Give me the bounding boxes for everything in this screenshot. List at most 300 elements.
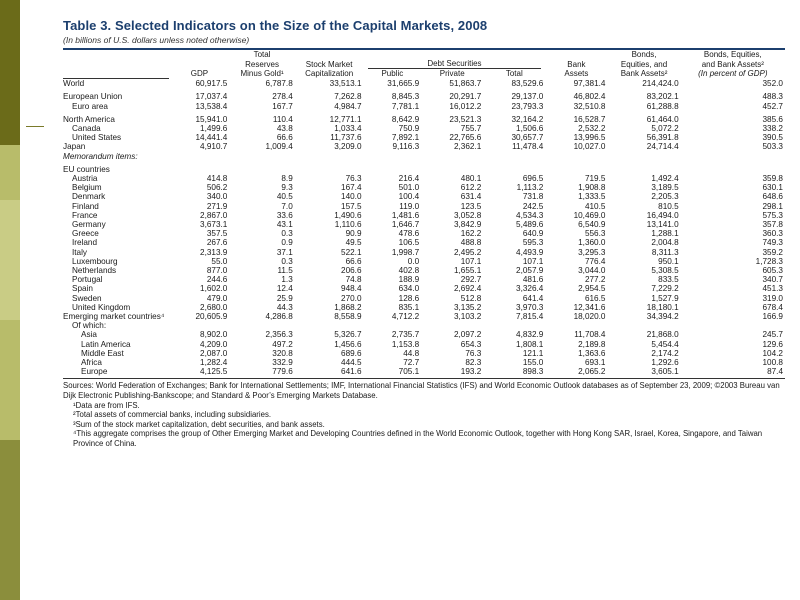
table-row (63, 115, 785, 124)
row-label: Ireland (72, 238, 98, 248)
table-cell: 43.1 (276, 219, 293, 229)
table-cell: 3,295.3 (578, 247, 606, 257)
table-cell: 61,288.8 (646, 101, 679, 111)
footnotes (63, 378, 785, 448)
header-bonds: Bank Assets² (620, 69, 668, 79)
table-cell: 0.3 (281, 256, 293, 266)
table-row (63, 183, 785, 192)
table-row (63, 275, 785, 284)
table-cell: 2,004.8 (651, 238, 679, 248)
table-cell: 33,513.1 (329, 78, 362, 88)
table-cell: 3,673.1 (200, 219, 228, 229)
table-cell: 319.0 (762, 293, 783, 303)
table-cell: 503.3 (762, 142, 783, 152)
table-cell: 104.2 (762, 348, 783, 358)
table-cell: 12,771.1 (329, 114, 362, 124)
table-cell: 25.9 (276, 293, 293, 303)
table-cell: 61,464.0 (646, 114, 679, 124)
table-cell: 2,867.0 (200, 210, 228, 220)
table-cell: 270.0 (341, 293, 362, 303)
footnote-2: ²Total assets of commercial banks, including subsidiaries. (73, 410, 272, 420)
table-cell: 8,642.9 (391, 114, 420, 124)
table-cell: 271.9 (206, 201, 228, 211)
table-cell: 340.0 (206, 192, 228, 202)
row-label: Spain (72, 284, 93, 294)
table-cell: 616.5 (584, 293, 606, 303)
table-cell: 1,360.0 (578, 238, 606, 248)
table-cell: 2,174.2 (651, 348, 679, 358)
table-row (63, 340, 785, 349)
table-cell: 18,020.0 (573, 311, 606, 321)
table-cell: 359.8 (762, 173, 783, 183)
header-private: Private (439, 69, 465, 79)
table-cell: 2,189.8 (578, 339, 606, 349)
section-label: Memorandum items: (63, 151, 138, 161)
table-title: Table 3. Selected Indicators on the Size of the Capital Markets, 2008 (63, 18, 488, 33)
table-cell: 654.3 (460, 339, 482, 349)
table-cell: 298.1 (762, 201, 783, 211)
table-cell: 1,481.6 (391, 210, 420, 220)
table-cell: 630.1 (762, 183, 783, 193)
table-cell: 451.3 (762, 284, 783, 294)
row-label: Germany (72, 219, 106, 229)
table-cell: 242.5 (522, 201, 544, 211)
table-cell: 51,863.7 (449, 78, 482, 88)
row-label: Emerging market countries⁴ (63, 311, 165, 321)
table-cell: 3,209.0 (334, 142, 362, 152)
table-cell: 3,326.4 (516, 284, 544, 294)
row-label: Euro area (72, 101, 108, 111)
table-cell: 4,125.5 (200, 367, 228, 377)
table-cell: 83,202.1 (646, 92, 679, 102)
table-cell: 835.1 (398, 302, 420, 312)
table-cell: 157.5 (341, 201, 362, 211)
table-cell: 18,180.1 (646, 302, 679, 312)
table-cell: 7,229.2 (651, 284, 679, 294)
header-bonds-gdp: (In percent of GDP) (698, 69, 768, 79)
table-cell: 705.1 (398, 367, 420, 377)
table-cell: 87.4 (767, 367, 783, 377)
table-cell: 9,116.3 (392, 142, 420, 152)
footnote-sources: Sources: World Federation of Exchanges; Bank for International Settlements; IMF, International Financial Statistics (IFS) and World Economic Outlook databases as of September 23, 2009; ©2003 Bureau van Dijk Electronic Publishing-Bankscope; and Standard & Poor’s Emerging Markets Database. (63, 381, 780, 400)
table-cell: 1,333.5 (578, 192, 606, 202)
header-bonds-gdp: and Bank Assets² (701, 60, 764, 70)
table-cell: 244.6 (206, 275, 228, 285)
row-label: Sweden (72, 293, 102, 303)
table-cell: 444.5 (341, 358, 362, 367)
table-cell: 612.2 (460, 183, 482, 193)
table-cell: 20,291.7 (449, 92, 482, 102)
row-label: Luxembourg (72, 256, 118, 266)
table-cell: 2,735.7 (391, 330, 420, 340)
table-cell: 5,326.7 (334, 330, 362, 340)
table-cell: 497.2 (272, 339, 293, 349)
table-cell: 749.3 (762, 238, 783, 248)
table-document (63, 18, 785, 449)
header-reserves: Total (253, 50, 271, 59)
table-cell: 1,288.1 (651, 229, 679, 239)
table-cell: 76.3 (345, 173, 362, 183)
table-cell: 29,137.0 (511, 92, 544, 102)
section-label-row (63, 165, 785, 174)
table-cell: 575.3 (762, 210, 783, 220)
table-cell: 4,534.3 (516, 210, 544, 220)
table-cell: 40.5 (276, 192, 293, 202)
table-cell: 8,558.9 (334, 311, 362, 321)
table-cell: 1,527.9 (651, 293, 679, 303)
table-cell: 167.7 (272, 101, 293, 111)
table-cell: 512.8 (460, 293, 482, 303)
table-cell: 320.8 (272, 348, 293, 358)
table-cell: 9.3 (281, 183, 293, 193)
row-label: Belgium (72, 183, 102, 193)
footnote-4: ⁴This aggregate comprises the group of Other Emerging Market and Developing Countries defined in the World Economic Outlook, together with Hong Kong SAR, Israel, Korea, Singapore, and Taiwan Province of China. (73, 429, 763, 448)
row-label: Netherlands (72, 265, 117, 275)
table-cell: 140.0 (341, 192, 362, 202)
table-cell: 121.1 (522, 348, 544, 358)
table-cell: 522.1 (341, 247, 362, 257)
table-cell: 3,135.2 (453, 302, 482, 312)
table-cell: 1,009.4 (265, 142, 293, 152)
table-row (63, 202, 785, 211)
row-label: North America (63, 114, 115, 124)
table-cell: 338.2 (762, 123, 783, 133)
table-cell: 1,363.6 (578, 348, 606, 358)
table-row (63, 220, 785, 229)
table-cell: 2,532.2 (578, 123, 606, 133)
table-cell: 123.5 (460, 201, 482, 211)
table-cell: 13,141.0 (646, 219, 679, 229)
table-cell: 4,712.2 (391, 311, 420, 321)
table-cell: 360.3 (762, 229, 783, 239)
table-cell: 5,489.6 (516, 219, 544, 229)
section-label-row (63, 152, 785, 161)
table-cell: 7,781.1 (391, 101, 420, 111)
table-cell: 15,941.0 (195, 114, 228, 124)
table-row (63, 312, 785, 321)
table-cell: 277.2 (584, 275, 606, 285)
table-cell: 750.9 (398, 123, 420, 133)
table-cell: 1,292.6 (651, 358, 679, 367)
table-cell: 4,984.7 (334, 101, 362, 111)
table-cell: 877.0 (206, 265, 228, 275)
table-cell: 166.9 (762, 311, 783, 321)
table-cell: 16,012.2 (449, 101, 482, 111)
table-cell: 641.6 (341, 367, 362, 377)
table-cell: 55.0 (211, 256, 228, 266)
table-subtitle: (In billions of U.S. dollars unless noted otherwise) (63, 35, 250, 45)
table-cell: 731.8 (522, 192, 544, 202)
table-cell: 6,787.8 (265, 78, 293, 88)
table-row (63, 102, 785, 111)
footnote-1: ¹Data are from IFS. (73, 400, 140, 410)
table-cell: 1,110.6 (334, 219, 362, 229)
table-row (63, 229, 785, 238)
header-row-1 (63, 50, 785, 59)
header-stock: Stock Market (305, 60, 353, 70)
header-debt-group: Debt Securities (364, 59, 546, 69)
table-row (63, 142, 785, 151)
table-cell: 32,164.2 (511, 114, 544, 124)
header-row-2 (63, 59, 785, 69)
table-row (63, 124, 785, 133)
table-cell: 10,469.0 (573, 210, 606, 220)
table-cell: 11,737.6 (330, 133, 362, 143)
row-label: Latin America (81, 339, 131, 349)
table-body (63, 79, 785, 377)
table-cell: 678.4 (762, 302, 783, 312)
table-cell: 43.8 (276, 123, 293, 133)
table-cell: 1,499.6 (200, 123, 228, 133)
table-cell: 352.0 (762, 78, 783, 88)
header-stock: Capitalization (305, 69, 354, 79)
table-cell: 107.1 (460, 256, 482, 266)
table-cell: 1,728.3 (755, 256, 783, 266)
table-cell: 719.5 (584, 173, 606, 183)
table-cell: 17,037.4 (195, 92, 228, 102)
footnote-3: ³Sum of the stock market capitalization, debt securities, and bank assets. (73, 419, 325, 429)
table-cell: 755.7 (460, 123, 482, 133)
table-cell: 1,602.0 (200, 284, 228, 294)
table-cell: 7,262.8 (334, 92, 362, 102)
table-cell: 1,868.2 (334, 302, 362, 312)
table-cell: 216.4 (398, 173, 420, 183)
table-cell: 34,394.2 (646, 311, 679, 321)
table-cell: 1,282.4 (200, 358, 228, 367)
table-cell: 3,189.5 (651, 183, 679, 193)
table-cell: 2,680.0 (200, 302, 228, 312)
table-cell: 0.0 (407, 256, 420, 266)
table-cell: 119.0 (399, 201, 420, 211)
row-label: European Union (63, 92, 123, 102)
table-cell: 1,808.1 (516, 339, 544, 349)
header-reserves: Minus Gold¹ (240, 69, 284, 79)
table-cell: 641.4 (522, 293, 544, 303)
table-cell: 776.4 (584, 256, 606, 266)
table-cell: 479.0 (206, 293, 228, 303)
table-cell: 16,528.7 (573, 114, 606, 124)
table-cell: 390.5 (762, 133, 783, 143)
table-cell: 3,842.9 (453, 219, 482, 229)
table-row (63, 303, 785, 312)
table-cell: 2,205.3 (651, 192, 679, 202)
table-cell: 5,308.5 (651, 265, 679, 275)
table-row (63, 79, 785, 89)
table-cell: 5,072.2 (651, 123, 679, 133)
table-cell: 56,391.8 (646, 133, 679, 143)
table-row (63, 211, 785, 220)
table-cell: 1,113.2 (516, 183, 544, 193)
table-cell: 414.8 (206, 173, 228, 183)
table-cell: 452.7 (762, 101, 783, 111)
table-cell: 357.8 (762, 219, 783, 229)
table-cell: 214,424.0 (642, 78, 679, 88)
table-cell: 267.6 (206, 238, 228, 248)
table-cell: 2,495.2 (453, 247, 482, 257)
table-cell: 66.6 (345, 256, 362, 266)
table-cell: 481.6 (522, 275, 544, 285)
table-cell: 100.4 (398, 192, 420, 202)
row-label: Austria (72, 173, 98, 183)
table-row (63, 174, 785, 183)
table-row (63, 367, 785, 376)
table-cell: 689.6 (341, 348, 362, 358)
table-cell: 1,908.8 (578, 183, 606, 193)
table-cell: 634.0 (398, 284, 420, 294)
row-label: Canada (72, 123, 101, 133)
row-label: Finland (72, 201, 99, 211)
row-label: Portugal (72, 275, 103, 285)
table-cell: 82.3 (465, 358, 482, 367)
table-cell: 779.6 (272, 367, 293, 377)
table-cell: 696.5 (522, 173, 544, 183)
table-cell: 359.2 (762, 247, 783, 257)
table-cell: 90.9 (345, 229, 362, 239)
row-label: United States (72, 133, 122, 143)
table-cell: 7,892.1 (391, 133, 420, 143)
table-cell: 44.3 (276, 302, 293, 312)
row-label: Europe (81, 367, 108, 377)
table-cell: 31,665.9 (387, 78, 420, 88)
table-cell: 97,381.4 (573, 78, 606, 88)
table-cell: 648.6 (762, 192, 783, 202)
table-cell: 8,311.3 (651, 247, 679, 257)
table-cell: 72.7 (403, 358, 420, 367)
row-label: United Kingdom (72, 302, 131, 312)
table-cell: 2,362.1 (453, 142, 482, 152)
table-cell: 1,492.4 (651, 173, 679, 183)
header-bonds: Equities, and (620, 60, 668, 70)
table-cell: 5,454.4 (651, 339, 679, 349)
table-cell: 810.5 (658, 201, 679, 211)
table-cell: 167.4 (341, 183, 362, 193)
table-cell: 0.9 (281, 238, 293, 248)
header-bonds-gdp: Bonds, Equities, (703, 50, 762, 59)
header-reserves: Reserves (245, 60, 279, 70)
table-cell: 110.4 (272, 114, 293, 124)
table-row (63, 330, 785, 339)
table-cell: 83,529.6 (511, 78, 544, 88)
row-label: France (72, 210, 98, 220)
table-cell: 595.3 (522, 238, 544, 248)
table-cell: 32,510.8 (573, 101, 606, 111)
table-cell: 14,441.4 (195, 133, 228, 143)
table-cell: 44.8 (403, 348, 420, 358)
table-cell: 23,521.3 (449, 114, 482, 124)
section-label: Of which: (72, 321, 107, 331)
row-label: Japan (63, 142, 86, 152)
table-cell: 3,044.0 (578, 265, 606, 275)
table-cell: 1,033.4 (334, 123, 362, 133)
row-label: Africa (81, 358, 102, 367)
table-cell: 898.3 (522, 367, 544, 377)
table-cell: 128.6 (398, 293, 420, 303)
table-cell: 11,708.4 (574, 330, 606, 340)
table-cell: 33.6 (276, 210, 293, 220)
table-cell: 8,902.0 (200, 330, 228, 340)
table-row (63, 133, 785, 142)
row-label: Italy (72, 247, 88, 257)
table-cell: 2,692.4 (453, 284, 482, 294)
table-cell: 2,356.3 (265, 330, 293, 340)
table-cell: 76.3 (465, 348, 482, 358)
table-cell: 2,313.9 (200, 247, 228, 257)
table-row (63, 284, 785, 293)
table-cell: 49.5 (345, 238, 362, 248)
header-public: Public (381, 69, 404, 79)
table-cell: 16,494.0 (646, 210, 679, 220)
table-cell: 245.7 (762, 330, 783, 340)
table-row (63, 349, 785, 358)
table-cell: 2,954.5 (578, 284, 606, 294)
table-cell: 46,802.4 (573, 92, 606, 102)
header-bonds: Bonds, (631, 50, 657, 59)
table-cell: 129.6 (762, 339, 783, 349)
table-cell: 23,793.3 (511, 101, 544, 111)
slide-side-bar (0, 0, 20, 600)
table-cell: 4,832.9 (516, 330, 544, 340)
table-row (63, 92, 785, 101)
table-row (63, 294, 785, 303)
table-cell: 478.6 (398, 229, 420, 239)
table-cell: 7,815.4 (516, 311, 544, 321)
table-cell: 10,027.0 (573, 142, 606, 152)
table-row (63, 358, 785, 367)
table-cell: 4,493.9 (516, 247, 544, 257)
table-cell: 30,657.7 (511, 133, 544, 143)
table-cell: 188.9 (398, 275, 420, 285)
table-cell: 488.8 (460, 238, 482, 248)
table-cell: 74.8 (345, 275, 362, 285)
table-cell: 340.7 (762, 275, 783, 285)
section-label: EU countries (63, 164, 110, 174)
table-cell: 162.2 (460, 229, 482, 239)
table-cell: 4,209.0 (200, 339, 228, 349)
header-gdp: GDP (190, 69, 209, 79)
table-cell: 0.3 (281, 229, 293, 239)
table-cell: 20,605.9 (195, 311, 228, 321)
table-cell: 12.4 (276, 284, 293, 294)
table-cell: 1,490.6 (334, 210, 362, 220)
table-cell: 1,153.8 (391, 339, 420, 349)
row-label: World (63, 79, 85, 89)
table-cell: 206.6 (341, 265, 362, 275)
table-cell: 11,478.4 (512, 142, 544, 152)
table-cell: 357.5 (206, 229, 228, 239)
table-cell: 6,540.9 (578, 219, 606, 229)
table-row (63, 248, 785, 257)
row-label: Asia (81, 330, 97, 340)
table-cell: 66.6 (276, 133, 293, 143)
table-cell: 402.8 (398, 265, 420, 275)
table-cell: 100.8 (762, 358, 783, 367)
table-cell: 21,868.0 (646, 330, 679, 340)
table-cell: 4,910.7 (200, 142, 228, 152)
table-cell: 7.0 (281, 201, 293, 211)
table-cell: 106.5 (398, 238, 420, 248)
table-cell: 3,970.3 (516, 302, 544, 312)
table-cell: 37.1 (276, 247, 293, 257)
table-cell: 278.4 (272, 92, 293, 102)
table-cell: 8.9 (281, 173, 293, 183)
table-cell: 4,286.8 (265, 311, 293, 321)
table-cell: 480.1 (460, 173, 482, 183)
slide-tick-mark (26, 126, 44, 127)
table-cell: 13,996.5 (573, 133, 606, 143)
table-cell: 155.0 (522, 358, 544, 367)
table-cell: 3,605.1 (651, 367, 679, 377)
header-total: Total (505, 69, 523, 79)
